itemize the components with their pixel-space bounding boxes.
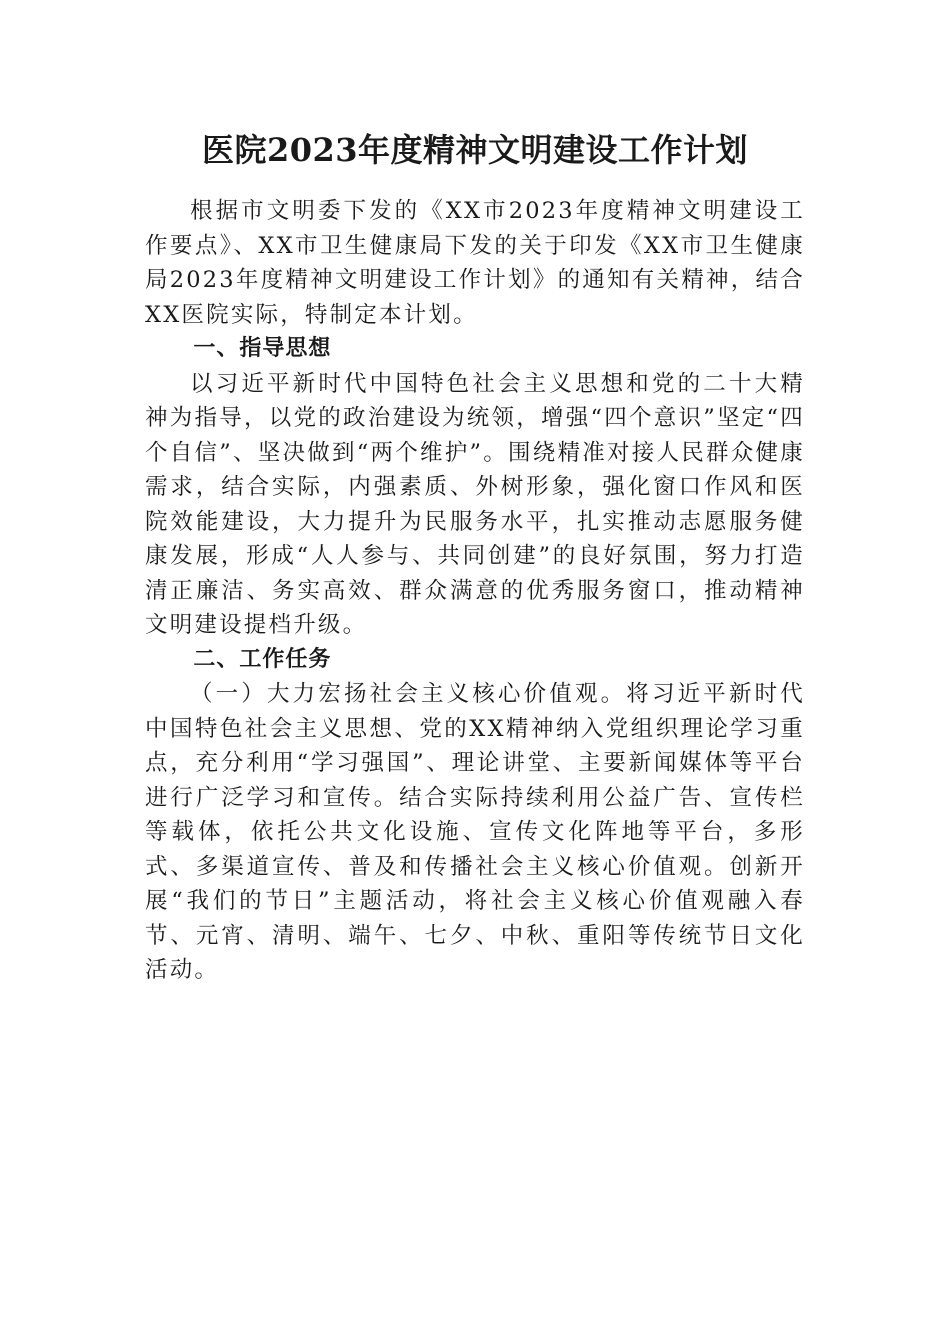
section-heading-work-tasks: 二、工作任务 [193,646,332,672]
intro-paragraph: 根据市文明委下发的《XX市2023年度精神文明建设工作要点》、XX市卫生健康局下发的关于印发《XX市卫生健康局2023年度精神文明建设工作计划》的通知有关精神，结合XX医院实际，特制定本计划。 [145,198,805,328]
section-body-guiding-ideology: 以习近平新时代中国特色社会主义思想和党的二十大精神为指导，以党的政治建设为统领，增强“四个意识”坚定“四个自信”、坚决做到“两个维护”。围绕精准对接人民群众健康需求，结合实际，内强素质、外树形象，强化窗口作风和医院效能建设，大力提升为民服务水平，扎实推动志愿服务健康发展，形成“人人参与、共同创建”的良好氛围，努力打造清正廉洁、务实高效、群众满意的优秀服务窗口，推动精神文明建设提档升级。 [145,370,805,638]
document-title: 医院2023年度精神文明建设工作计划 [201,131,749,169]
document-content [145,122,805,988]
section-heading-guiding-ideology: 一、指导思想 [193,336,332,361]
section-body-work-tasks: （一）大力宏扬社会主义核心价值观。将习近平新时代中国特色社会主义思想、党的XX精神纳入党组织理论学习重点，充分利用“学习强国”、理论讲堂、主要新闻媒体等平台进行广泛学习和宣传。结合实际持续利用公益广告、宣传栏等载体，依托公共文化设施、宣传文化阵地等平台，多形式、多渠道宣传、普及和传播社会主义核心价值观。创新开展“我们的节日”主题活动，将社会主义核心价值观融入春节、元宵、清明、端午、七夕、中秋、重阳等传统节日文化活动。 [145,681,805,983]
